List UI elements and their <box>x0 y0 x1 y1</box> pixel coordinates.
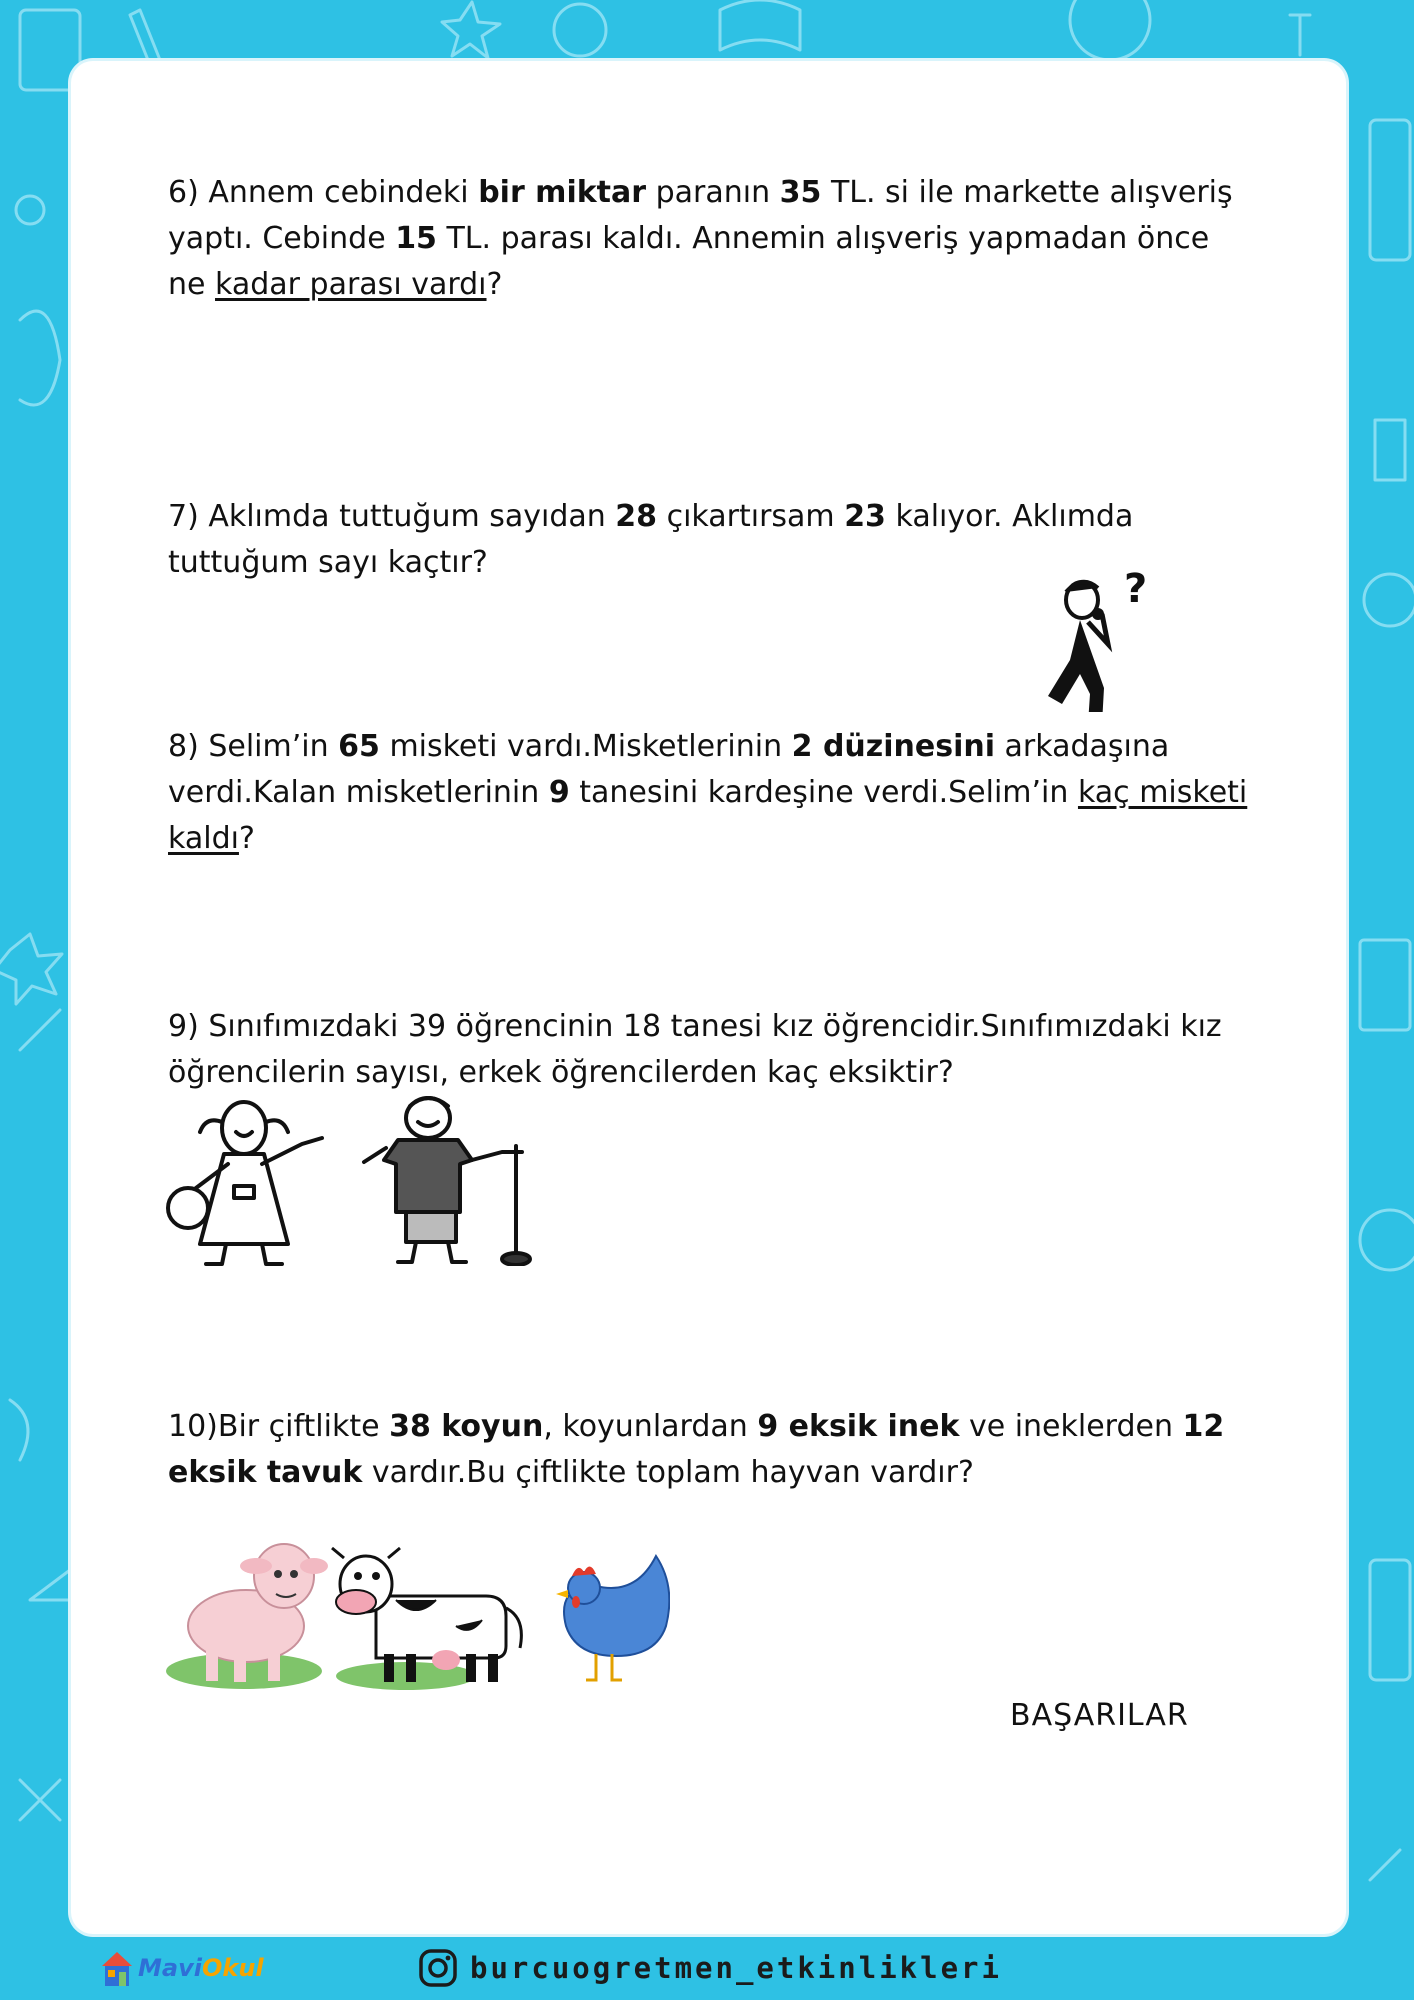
question-10-bold-amount: 38 koyun <box>389 1409 544 1444</box>
question-8-text: misketi vardı.Misketlerinin <box>379 729 792 764</box>
question-10 <box>168 1404 1248 1496</box>
svg-text:?: ? <box>1124 566 1148 612</box>
cow-icon <box>332 1548 521 1690</box>
question-8-bold-amount: 2 düzinesini <box>791 729 996 764</box>
question-6-underlined-ask: kadar parası vardı <box>215 267 487 302</box>
question-8-text: 8) Selim’in <box>168 729 339 764</box>
question-6 <box>168 170 1248 308</box>
mavi-okul-logo <box>100 1945 264 1991</box>
question-10-text: , koyunlardan <box>543 1409 758 1444</box>
question-6-text: ? <box>486 267 503 302</box>
house-icon <box>100 1948 134 1988</box>
question-7-text: çıkartırsam <box>657 499 845 534</box>
logo-text-mavi: Mavi <box>138 1954 202 1982</box>
question-8-text: tanesini kardeşine verdi.Selim’in <box>569 775 1078 810</box>
question-6-text: 6) Annem cebindeki <box>168 175 479 210</box>
thinking-man-illustration <box>1040 562 1170 712</box>
question-8 <box>168 724 1248 862</box>
question-7-text: kalıyor. Aklımda tuttuğum sayı kaçtır? <box>168 499 1134 580</box>
question-8-underlined-ask: kaç misketi kaldı <box>168 775 1248 856</box>
question-8-text: ? <box>238 821 255 856</box>
question-10-text: vardır.Bu çiftlikte toplam hayvan vardır? <box>362 1455 974 1490</box>
question-6-text: TL. si ile markette alışveriş yaptı. Cebinde <box>168 175 1233 256</box>
question-7-bold-number: 28 <box>615 499 658 534</box>
question-6-bold-number: 35 <box>779 175 822 210</box>
students-illustration <box>166 1096 566 1266</box>
closing-message: BAŞARILAR <box>1010 1698 1189 1733</box>
farm-animals-illustration <box>166 1536 670 1696</box>
question-10-text: 10)Bir çiftlikte <box>168 1409 390 1444</box>
question-8-text: arkadaşına verdi.Kalan misketlerinin <box>168 729 1170 810</box>
instagram-icon <box>418 1948 458 1988</box>
rooster-icon <box>556 1556 669 1680</box>
question-10-bold-amount: 12 eksik tavuk <box>168 1409 1225 1490</box>
question-10-text: ve ineklerden <box>959 1409 1183 1444</box>
question-9 <box>168 1004 1248 1096</box>
social-handle-text: burcuogretmen_etkinlikleri <box>470 1951 1002 1985</box>
question-8-bold-number: 65 <box>338 729 380 764</box>
question-6-text: paranın <box>646 175 780 210</box>
logo-text-okul: Okul <box>201 1954 264 1982</box>
question-7-bold-number: 23 <box>844 499 886 534</box>
sheep-icon <box>166 1544 328 1689</box>
question-10-bold-amount: 9 eksik inek <box>757 1409 960 1444</box>
question-6-bold-amount: bir miktar <box>478 175 647 210</box>
question-9-text: 9) Sınıfımızdaki 39 öğrencinin 18 tanesi kız öğrencidir.Sınıfımızdaki kız öğrencilerin sayısı, erkek öğrencilerden kaç eksiktir? <box>168 1009 1222 1090</box>
question-6-text: TL. parası kaldı. Annemin alışveriş yapmadan önce ne <box>168 221 1210 302</box>
question-8-bold-number: 9 <box>548 775 570 810</box>
social-handle-footer[interactable] <box>418 1945 1002 1991</box>
question-7-text: 7) Aklımda tuttuğum sayıdan <box>168 499 616 534</box>
question-6-bold-number: 15 <box>395 221 437 256</box>
